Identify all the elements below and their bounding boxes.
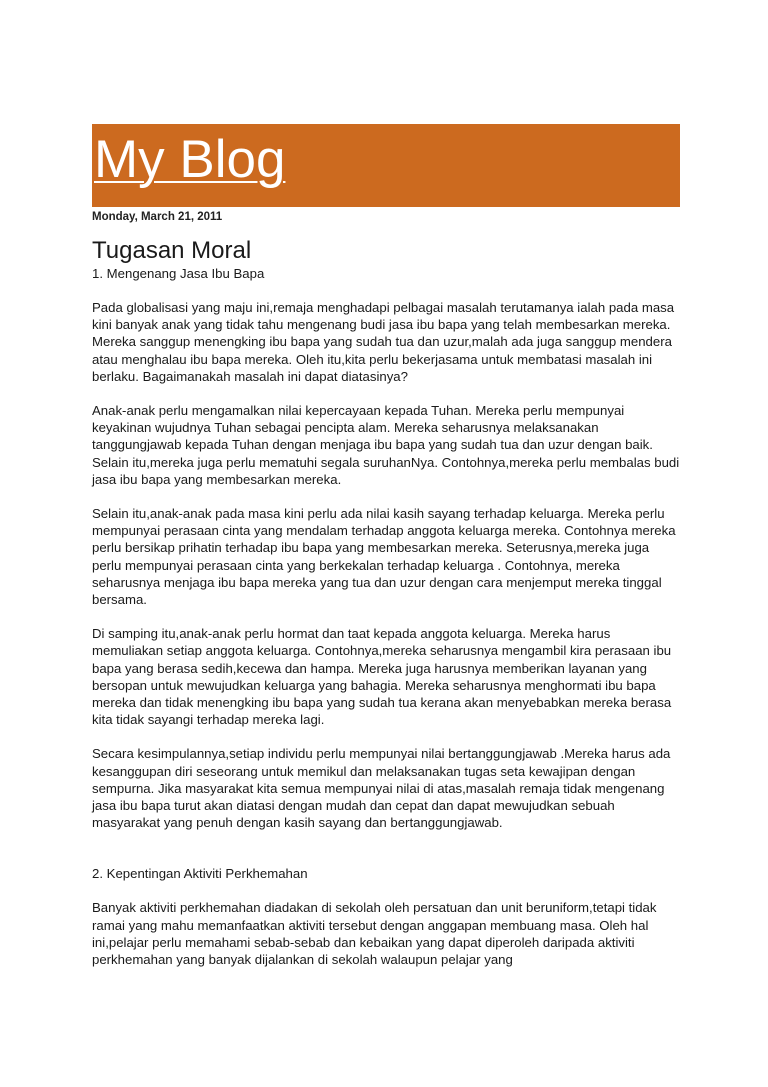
paragraph: Di samping itu,anak-anak perlu hormat dan taat kepada anggota keluarga. Mereka harus memuliakan setiap anggota keluarga. Contohnya,mereka seharusnya mengambil kira perasaan ibu bapa yang berasa sedih,kecewa dan hampa. Mereka juga harusnya memberikan layanan yang bersopan untuk mewujudkan keluarga yang bahagia. Mereka seharusnya menghormati ibu bapa mereka dan tidak menengking ibu bapa yang sudah tua kerana akan menyebabkan mereka berasa kita tidak sayangi terhadap mereka lagi. [92,626,672,728]
paragraph: Anak-anak perlu mengamalkan nilai kepercayaan kepada Tuhan. Mereka perlu mempunyai keyakinan wujudnya Tuhan sebagai pencipta alam. Mereka seharusnya melaksanakan tanggungjawab kepada Tuhan dengan menjaga ibu bapa yang sudah tua dan uzur dengan baik. Selain itu,mereka juga perlu mematuhi segala suruhanNya. Contohnya,mereka perlu membalas budi jasa ibu bapa yang membesarkan mereka. [92,403,680,487]
blog-page [92,124,680,968]
blog-header [92,124,680,207]
blog-title-link[interactable]: My Blog [94,130,286,189]
post-date: Monday, March 21, 2011 [92,211,223,223]
section-mengenang-jasa [92,265,680,831]
section-heading: 2. Kepentingan Aktiviti Perkhemahan [92,866,308,882]
post-title: Tugasan Moral [92,237,252,264]
blog-post [92,237,680,968]
paragraph: Banyak aktiviti perkhemahan diadakan di sekolah oleh persatuan dan unit beruniform,tetapi tidak ramai yang mahu memanfaatkan aktiviti tersebut dengan anggapan membuang masa. Oleh hal ini,pelajar perlu memahami sebab-sebab dan kebaikan yang dapat diperoleh daripada aktiviti perkhemahan yang banyak dijalankan di sekolah walaupun pelajar yang [92,900,657,968]
section-aktiviti-perkhemahan [92,865,680,968]
paragraph: Secara kesimpulannya,setiap individu perlu mempunyai nilai bertanggungjawab .Mereka harus ada kesanggupan diri seseorang untuk memikul dan melaksanakan tugas seta kewajipan dengan sempurna. Jika masyarakat kita semua mempunyai nilai di atas,masalah remaja tidak mengenang jasa ibu bapa turut akan diatasi dengan mudah dan cepat dan dapat mewujudkan sebuah masyarakat yang penuh dengan kasih sayang dan bertanggungjawab. [92,746,671,831]
paragraph: Pada globalisasi yang maju ini,remaja menghadapi pelbagai masalah terutamanya ialah pada masa kini banyak anak yang tidak tahu mengenang budi jasa ibu bapa yang telah membesarkan mereka. Mereka sanggup menengking ibu bapa yang sudah tua dan uzur,malah ada juga sanggup mendera atau menghalau ibu bapa mereka. Oleh itu,kita perlu bekerjasama untuk membatasi masalah ini berlaku. Bagaimanakah masalah ini dapat diatasinya? [92,300,675,384]
section-heading: 1. Mengenang Jasa Ibu Bapa [92,266,265,281]
paragraph: Selain itu,anak-anak pada masa kini perlu ada nilai kasih sayang terhadap keluarga. Mereka perlu mempunyai perasaan cinta yang mendalam terhadap anggota keluarga mereka. Contohnya mereka perlu bersikap prihatin terhadap ibu bapa yang membesarkan mereka. Seterusnya,mereka juga perlu mempunyai perasaan cinta yang berkekalan terhadap keluarga . Contohnya, mereka seharusnya menjaga ibu bapa mereka yang tua dan uzur dengan cara menjemput mereka tinggal bersama. [92,506,676,608]
